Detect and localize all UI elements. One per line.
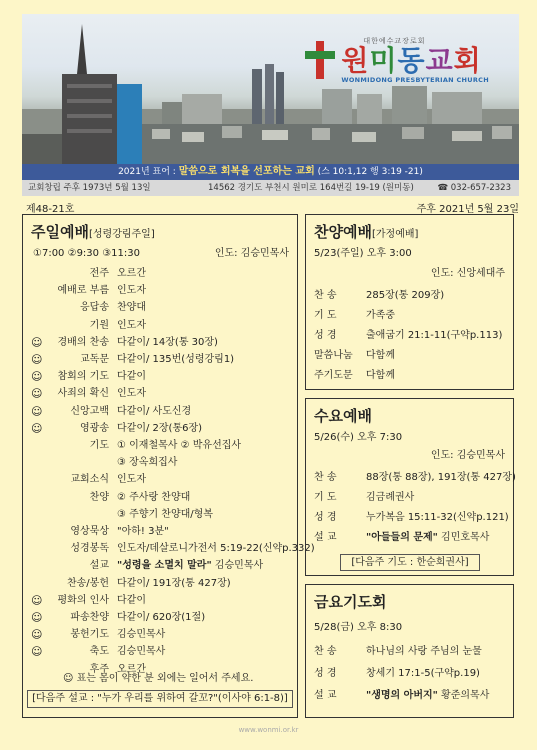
order-value: 다같이 — [117, 371, 146, 383]
order-value: 다같이/ 사도신경 — [117, 405, 192, 417]
next-prayer: [다음주 기도 : 한순희권사] — [340, 554, 480, 571]
order-value: "아하! 3분" — [117, 526, 169, 537]
wednesday-leader: 인도: 김승민목사 — [430, 450, 505, 461]
stand-mark-icon: ☺ — [31, 404, 43, 418]
friday-prayer-title: 금요기도회 — [314, 593, 387, 611]
wednesday-worship-box — [305, 398, 514, 576]
order-value: 인도자 — [117, 285, 146, 297]
order-label: 성 경 — [314, 512, 337, 523]
order-value: 하나님의 사랑 주님의 눈물 — [366, 646, 482, 657]
issue-row — [26, 200, 519, 214]
order-label: 후주 — [89, 663, 109, 675]
next-sermon: [다음주 설교 : "누가 우리를 위하여 갈꼬?"(이사야 6:1-8)] — [27, 690, 293, 708]
sunday-times: ①7:00 ②9:30 ③11:30 — [33, 248, 140, 259]
order-value: 김승민목사 — [117, 629, 166, 641]
stand-mark-icon: ☺ — [31, 335, 43, 349]
order-label: 교회소식 — [70, 474, 109, 486]
bulletin-date: 주후 2021년 5월 23일 — [416, 204, 519, 215]
stand-mark-icon: ☺ — [31, 593, 43, 607]
order-value: 김승민목사 — [117, 646, 166, 658]
order-value: 찬양대 — [117, 302, 146, 314]
church-name-english: WONMIDONG PRESBYTERIAN CHURCH — [341, 76, 489, 84]
order-value: ③ 장옥희집사 — [117, 457, 178, 469]
hymn-when: 5/23(주일) 오후 3:00 — [314, 248, 412, 259]
hymn-leader: 인도: 신앙세대주 — [430, 268, 505, 279]
stand-mark-icon: ☺ — [31, 387, 43, 401]
motto-reference: (스 10:1,12 행 3:19 -21) — [317, 167, 423, 177]
order-value: 다함께 — [366, 370, 395, 381]
order-label: 사죄의 확신 — [57, 388, 109, 400]
order-label: 참회의 기도 — [57, 371, 109, 383]
order-label: 성 경 — [314, 330, 337, 341]
sunday-worship-title: 주일예배[성령강림주일] — [31, 223, 155, 241]
order-value: 다같이/ 191장(통 427장) — [117, 577, 231, 589]
order-label: 교독문 — [80, 354, 109, 365]
order-label: 성경봉독 — [70, 543, 109, 555]
church-photo-banner — [22, 14, 519, 164]
stand-mark-icon: ☺ — [31, 628, 43, 642]
order-value: 가족중 — [366, 310, 395, 321]
church-phone: ☎ 032-657-2323 — [437, 183, 511, 193]
order-label: 전주 — [89, 268, 109, 279]
order-label: 말씀나눔 — [314, 350, 353, 361]
order-label: 설교 — [89, 560, 109, 572]
order-value: 다같이/ 135번(성령강림1) — [117, 354, 235, 365]
website-footer: www.wonmi.or.kr — [238, 726, 299, 734]
order-value: 오르간 — [117, 663, 146, 675]
church-logo — [303, 36, 489, 84]
motto-bar — [22, 164, 519, 180]
friday-prayer-box — [305, 584, 514, 718]
order-value: "아들들의 문제" 김민호목사 — [366, 532, 490, 543]
order-label: 기원 — [89, 319, 109, 331]
order-value: 다함께 — [366, 350, 395, 361]
order-value-extra: 김승민목사 — [211, 560, 264, 572]
motto-text: 말씀으로 회복을 선포하는 교회 — [178, 166, 315, 177]
order-value: ② 주사랑 찬양대 — [117, 491, 191, 503]
order-value: 인도자 — [117, 388, 146, 400]
order-label: 예배로 부름 — [57, 285, 109, 297]
order-value: "생명의 아버지" 황준의목사 — [366, 690, 490, 701]
order-label: 파송찬양 — [70, 612, 109, 623]
order-label: 영상묵상 — [70, 526, 109, 537]
order-value: 다같이/ 14장(통 30장) — [117, 336, 218, 348]
stand-mark-icon: ☺ — [31, 421, 43, 435]
order-label: 주기도문 — [314, 370, 353, 381]
sunday-leader: 인도: 김승민목사 — [214, 248, 289, 259]
order-value: 인도자 — [117, 319, 146, 331]
order-label: 성 경 — [314, 668, 337, 679]
order-value: 출애굽기 21:1-11(구약p.113) — [366, 330, 503, 341]
order-label: 기 도 — [314, 492, 337, 503]
cross-icon — [303, 41, 337, 79]
order-value: 88장(통 88장), 191장(통 427장) — [366, 472, 516, 483]
order-label: 경배의 찬송 — [57, 336, 109, 348]
order-label: 영광송 — [80, 422, 109, 434]
order-label: 찬양 — [89, 491, 109, 503]
order-label: 설 교 — [314, 532, 337, 543]
order-label: 설 교 — [314, 690, 337, 701]
order-value: 인도자/데살로니가전서 5:19-22(신약p.332) — [117, 543, 315, 555]
stand-mark-icon: ☺ — [31, 353, 43, 366]
denomination-label: 대한예수교장로회 — [363, 37, 426, 45]
church-name: 원미동교회 — [341, 44, 482, 77]
issue-number: 제48-21호 — [26, 204, 75, 215]
order-label: 기도 — [89, 440, 109, 451]
sunday-worship-box — [22, 214, 315, 718]
order-value: "성령을 소멸치 말라" 김승민목사 — [117, 560, 264, 572]
order-value: ① 이재철목사 ② 박유선집사 — [117, 440, 242, 451]
order-label: 찬송/봉헌 — [66, 577, 109, 589]
stand-mark-icon: ☺ — [31, 645, 43, 659]
order-value: 인도자 — [117, 474, 146, 486]
stand-mark-icon: ☺ — [31, 611, 43, 624]
standing-note: ☺ 표는 몸이 약한 분 외에는 일어서 주세요. — [63, 673, 254, 684]
order-label: 평화의 인사 — [57, 594, 109, 606]
motto-prefix: 2021년 표어 : — [118, 167, 176, 177]
church-info-bar — [22, 180, 519, 196]
wednesday-when: 5/26(수) 오후 7:30 — [314, 432, 403, 443]
wednesday-worship-title: 수요예배 — [314, 407, 372, 425]
friday-when: 5/28(금) 오후 8:30 — [314, 622, 403, 633]
order-label: 찬 송 — [314, 472, 337, 483]
order-value: 누가복음 15:11-32(신약p.121) — [366, 512, 509, 523]
order-value: 창세기 17:1-5(구약p.19) — [366, 668, 480, 679]
order-label: 기 도 — [314, 310, 337, 321]
order-value: 김금례권사 — [366, 492, 415, 503]
order-value: 다같이/ 620장(1절) — [117, 612, 206, 623]
founded-date: 교회창립 주후 1973년 5월 13일 — [28, 183, 151, 193]
hymn-worship-title: 찬양예배[가정예배] — [314, 223, 419, 241]
order-value-extra: 황준의목사 — [437, 690, 490, 701]
order-value: 285장(통 209장) — [366, 290, 445, 301]
stand-mark-icon: ☺ — [31, 370, 43, 384]
order-label: 찬 송 — [314, 646, 337, 657]
order-value: 오르간 — [117, 268, 146, 279]
order-label: 찬 송 — [314, 290, 337, 301]
order-value-extra: 김민호목사 — [437, 532, 490, 543]
order-value: ③ 주향기 찬양대/형복 — [117, 508, 213, 520]
church-address: 14562 경기도 부천시 원미로 164번길 19-19 (원미동) — [208, 183, 414, 193]
order-value: 다같이/ 2장(통6장) — [117, 422, 203, 434]
order-label: 봉헌기도 — [70, 629, 109, 641]
order-value: 다같이 — [117, 594, 146, 606]
order-label: 응답송 — [80, 302, 109, 314]
hymn-worship-box — [305, 214, 514, 390]
order-label: 신앙고백 — [70, 405, 109, 417]
order-label: 축도 — [89, 646, 109, 658]
